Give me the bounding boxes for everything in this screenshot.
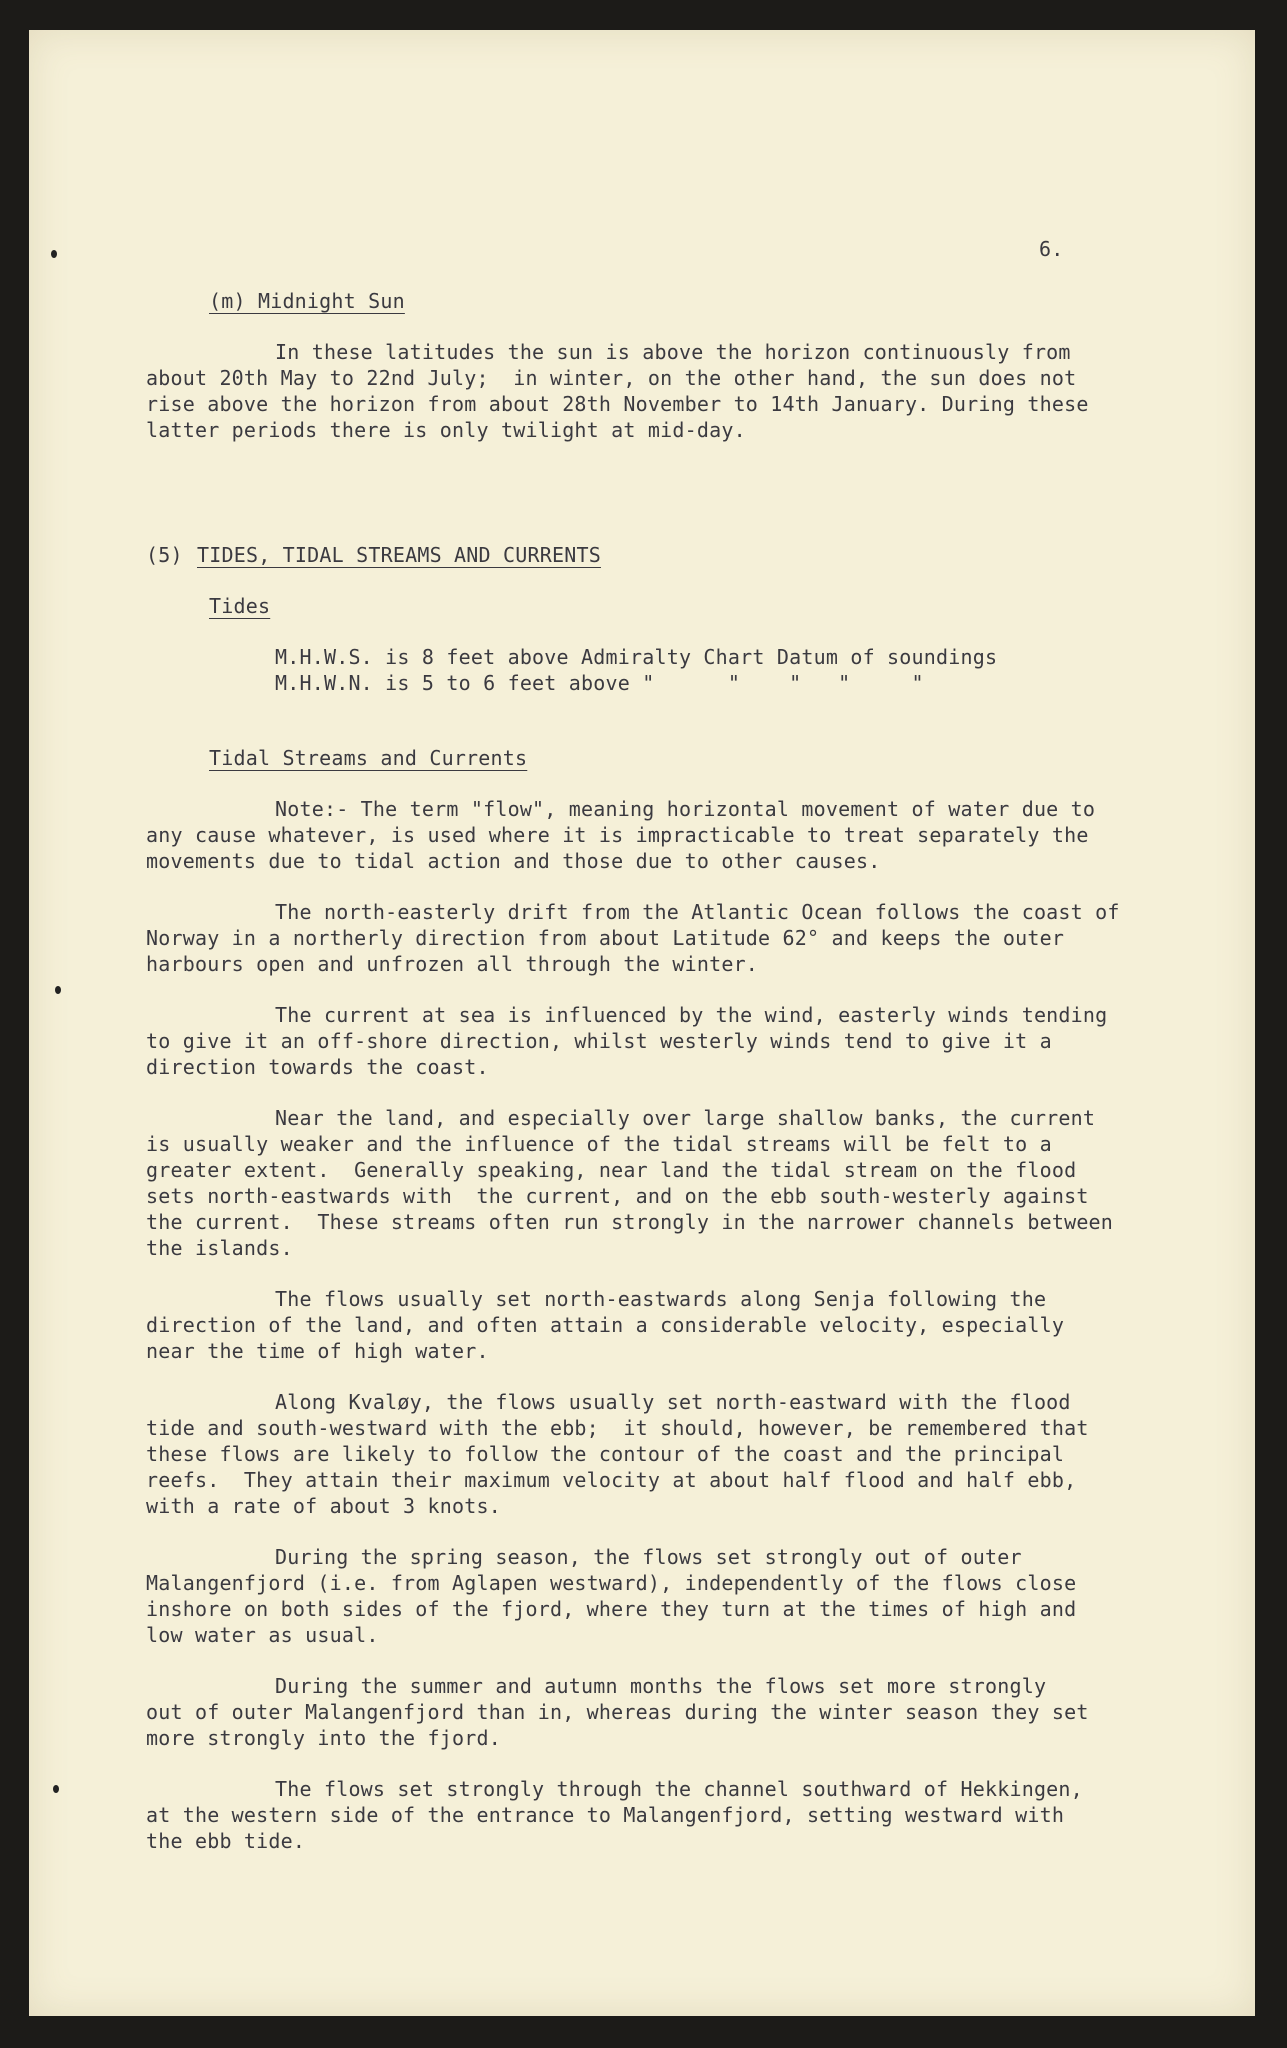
document-page [29,30,1255,2016]
tides-heading: Tides [209,594,271,618]
tides-line: M.H.W.N. is 5 to 6 feet above " " " " " [275,671,924,695]
paragraph-line: The flows usually set north-eastwards along Senja following the [275,1287,1047,1311]
paragraph-line: greater extent. Generally speaking, near land the tidal stream on the flood [146,1158,1077,1182]
midnight-sun-heading: (m) Midnight Sun [209,289,405,313]
paragraph-line: direction towards the coast. [146,1055,489,1079]
paragraph-line: Near the land, and especially over large shallow banks, the current [275,1106,1096,1130]
page-number: 6. [1039,237,1064,261]
paragraph-line: near the time of high water. [146,1339,489,1363]
paragraph-line: low water as usual. [146,1623,379,1647]
margin-speck [55,986,61,994]
paragraph-line: reefs. They attain their maximum velocity at about half flood and half ebb, [146,1468,1077,1492]
tides-line: M.H.W.S. is 8 feet above Admiralty Chart Datum of soundings [275,645,998,669]
paragraph-line: During the spring season, the flows set strongly out of outer [275,1545,1022,1569]
paragraph-line: Norway in a northerly direction from about Latitude 62° and keeps the outer [146,926,1065,950]
paragraph-line: inshore on both sides of the fjord, where they turn at the times of high and [146,1597,1077,1621]
paragraph-line: direction of the land, and often attain a considerable velocity, especially [146,1313,1065,1337]
paragraph-line: The current at sea is influenced by the wind, easterly winds tending [275,1003,1108,1027]
paragraph-line: sets north-eastwards with the current, and on the ebb south-westerly against [146,1184,1089,1208]
paragraph-line: The north-easterly drift from the Atlantic Ocean follows the coast of [275,900,1120,924]
midnight-sun-line: about 20th May to 22nd July; in winter, on the other hand, the sun does not [146,366,1077,390]
margin-speck [51,250,57,258]
paragraph-line: harbours open and unfrozen all through the winter. [146,952,759,976]
midnight-sun-line: In these latitudes the sun is above the horizon continuously from [275,340,1071,364]
paragraph-line: Malangenfjord (i.e. from Aglapen westward), independently of the flows close [146,1571,1077,1595]
paragraph-line: the current. These streams often run strongly in the narrower channels between [146,1210,1114,1234]
paragraph-line: tide and south-westward with the ebb; it should, however, be remembered that [146,1416,1089,1440]
paragraph-line: Along Kvaløy, the flows usually set north-eastward with the flood [275,1390,1071,1414]
paragraph-line: any cause whatever, is used where it is impracticable to treat separately the [146,823,1089,847]
paragraph-line: at the western side of the entrance to Malangenfjord, setting westward with [146,1803,1065,1827]
tidal-streams-heading: Tidal Streams and Currents [209,746,528,770]
margin-speck [53,1785,59,1793]
paragraph-line: During the summer and autumn months the flows set more strongly [275,1674,1047,1698]
paragraph-line: to give it an off-shore direction, whilst westerly winds tend to give it a [146,1029,1052,1053]
paragraph-line: more strongly into the fjord. [146,1726,501,1750]
section-heading: TIDES, TIDAL STREAMS AND CURRENTS [197,543,601,567]
paragraph-line: with a rate of about 3 knots. [146,1494,501,1518]
paragraph-line: these flows are likely to follow the contour of the coast and the principal [146,1442,1065,1466]
paragraph-line: movements due to tidal action and those due to other causes. [146,849,881,873]
midnight-sun-line: latter periods there is only twilight at mid-day. [146,418,746,442]
paragraph-line: The flows set strongly through the channel southward of Hekkingen, [275,1777,1083,1801]
paragraph-line: the ebb tide. [146,1829,306,1853]
midnight-sun-line: rise above the horizon from about 28th November to 14th January. During these [146,392,1089,416]
paragraph-line: Note:- The term "flow", meaning horizontal movement of water due to [275,797,1096,821]
paragraph-line: out of outer Malangenfjord than in, whereas during the winter season they set [146,1700,1089,1724]
section-number: (5) [146,543,183,567]
paragraph-line: is usually weaker and the influence of the tidal streams will be felt to a [146,1132,1052,1156]
paragraph-line: the islands. [146,1236,293,1260]
